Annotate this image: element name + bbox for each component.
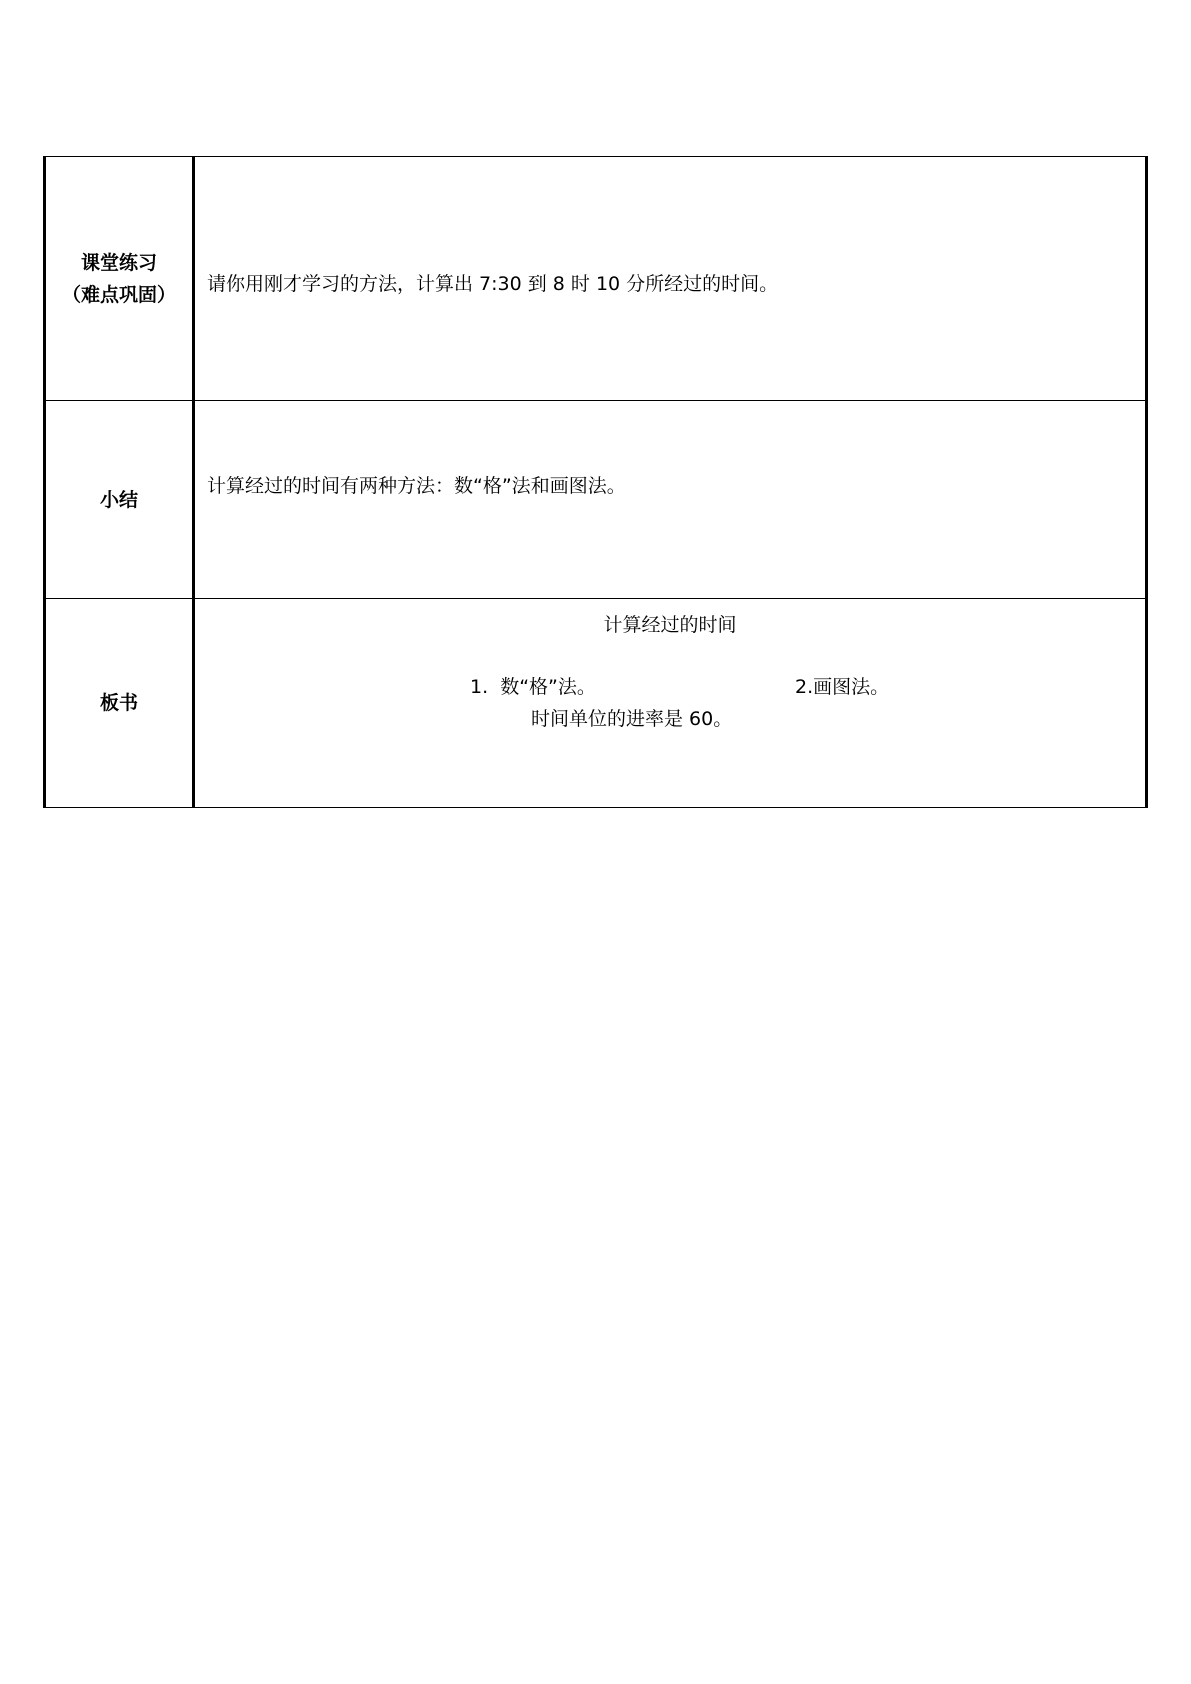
row-label-line: （难点巩固） xyxy=(61,283,176,306)
table-row xyxy=(45,157,1147,401)
row-content-summary xyxy=(194,401,1147,599)
blackboard-layout xyxy=(207,609,1145,807)
practice-question-text: 请你用刚才学习的方法，计算出 7:30 到 8 时 10 分所经过的时间。 xyxy=(207,272,779,295)
lesson-plan-table xyxy=(43,156,1148,808)
board-method-2: 2.画图法。 xyxy=(795,676,890,698)
row-label-summary xyxy=(45,401,194,599)
summary-text: 计算经过的时间有两种方法：数“格”法和画图法。 xyxy=(207,474,626,497)
board-methods xyxy=(207,671,1145,703)
board-title: 计算经过的时间 xyxy=(603,614,737,636)
row-label-line: 课堂练习 xyxy=(80,251,157,274)
row-label-practice xyxy=(45,157,194,401)
table-row xyxy=(45,401,1147,599)
row-label-line: 板书 xyxy=(99,692,138,714)
row-content-practice xyxy=(194,157,1147,401)
board-note xyxy=(207,703,1145,735)
table-row xyxy=(45,599,1147,808)
row-content-board xyxy=(194,599,1147,808)
board-method-1: 1. 数“格”法。 xyxy=(470,676,596,698)
row-label-line: 小结 xyxy=(99,488,138,511)
board-note-text: 时间单位的进率是 60。 xyxy=(531,708,733,730)
row-label-board xyxy=(45,599,194,808)
